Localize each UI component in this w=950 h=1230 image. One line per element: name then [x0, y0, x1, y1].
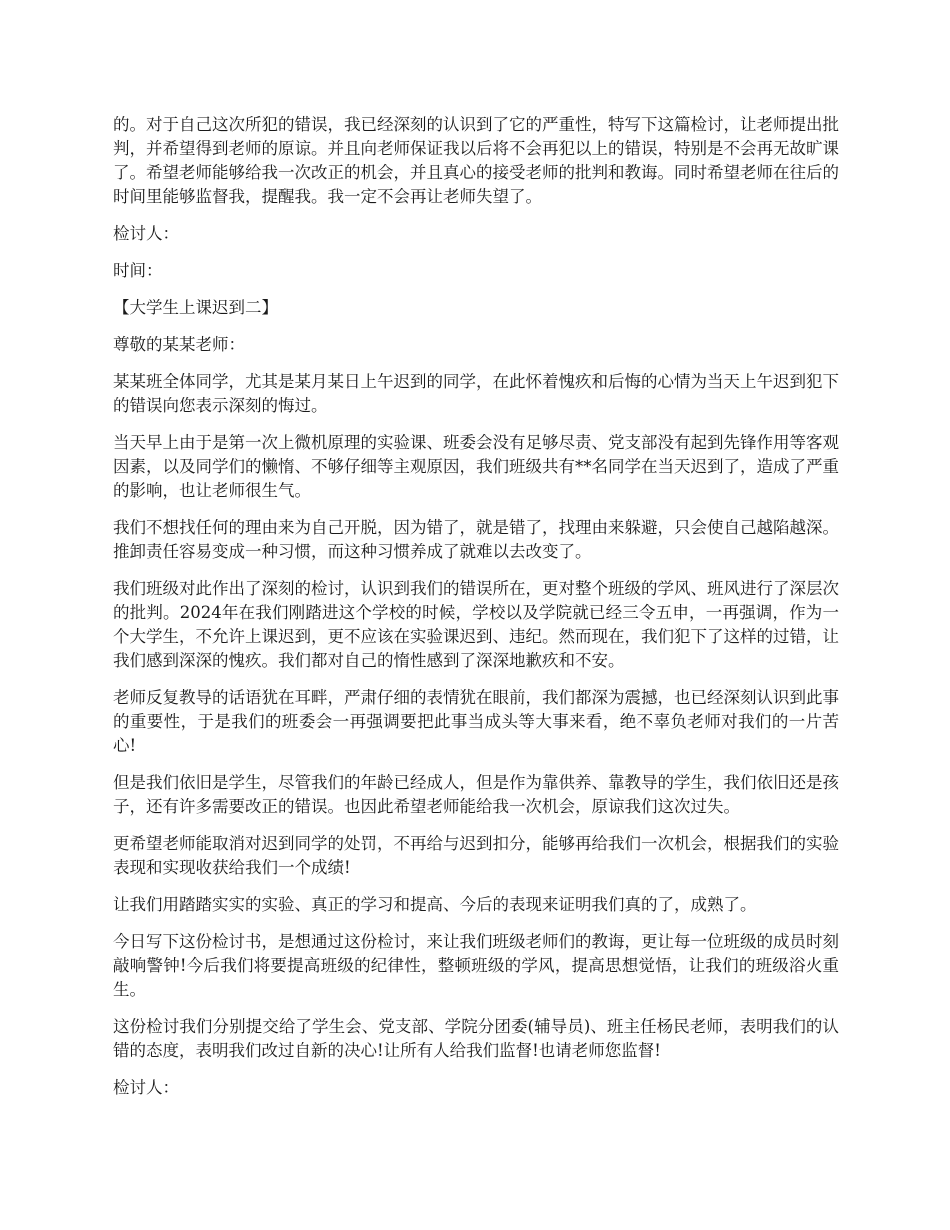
- paragraph-apology-conclusion: 的。对于自己这次所犯的错误，我已经深刻的认识到了它的严重性，特写下这篇检讨，让老师提出批判，并希望得到老师的原谅。并且向老师保证我以后将不会再犯以上的错误，特别是不会再无故旷课了。希望老师能够给我一次改正的机会，并且真心的接受老师的批判和教诲。同时希望老师在往后的时间里能够监督我，提醒我。我一定不会再让老师失望了。: [113, 115, 839, 206]
- date-label: 时间：: [113, 261, 163, 280]
- document-page: [113, 113, 839, 1113]
- paragraph-submission: 这份检讨我们分别提交给了学生会、党支部、学院分团委(辅导员)、班主任杨民老师，表明我们的认错的态度，表明我们改过自新的决心!让所有人给我们监督!也请老师您监督!: [113, 1017, 839, 1060]
- paragraph-self-criticism: 我们班级对此作出了深刻的检讨，认识到我们的错误所在，更对整个班级的学风、班风进行了深层次的批判。2024年在我们刚踏进这个学校的时候，学校以及学院就已经三令五申，一再强调，作为一个大学生，不允许上课迟到，更不应该在实验课迟到、违纪。然而现在，我们犯下了这样的过错，让我们感到深深的愧疚。我们都对自己的惰性感到了深深地歉疚和不安。: [113, 579, 839, 670]
- signature-label: 检讨人：: [113, 224, 179, 243]
- paragraph-prove-ourselves: 让我们用踏踏实实的实验、真正的学习和提高、今后的表现来证明我们真的了，成熟了。: [113, 895, 757, 914]
- signature-label-end: 检讨人：: [113, 1078, 179, 1097]
- paragraph-teacher-guidance: 老师反复教导的话语犹在耳畔，严肃仔细的表情犹在眼前，我们都深为震撼，也已经深刻认识到此事的重要性，于是我们的班委会一再强调要把此事当成头等大事来看，绝不辜负老师对我们的一片苦心!: [113, 688, 839, 755]
- paragraph-purpose: 今日写下这份检讨书，是想通过这份检讨，来让我们班级老师们的教诲，更让每一位班级的成员时刻敲响警钟!今后我们将要提高班级的纪律性，整顿班级的学风，提高思想觉悟，让我们的班级浴火重生。: [113, 932, 839, 999]
- section-heading: 【大学生上课迟到二】: [113, 298, 278, 317]
- paragraph-causes: 当天早上由于是第一次上微机原理的实验课、班委会没有足够尽责、党支部没有起到先锋作用等客观因素，以及同学们的懒惰、不够仔细等主观原因，我们班级共有**名同学在当天迟到了，造成了严重的影响，也让老师很生气。: [113, 433, 839, 500]
- salutation: 尊敬的某某老师：: [113, 335, 245, 354]
- paragraph-request-cancel-penalty: 更希望老师能取消对迟到同学的处罚，不再给与迟到扣分，能够再给我们一次机会，根据我们的实验表现和实现收获给我们一个成绩!: [113, 834, 839, 877]
- paragraph-intro: 某某班全体同学，尤其是某月某日上午迟到的同学，在此怀着愧疚和后悔的心情为当天上午迟到犯下的错误向您表示深刻的悔过。: [113, 372, 839, 415]
- paragraph-request-forgiveness: 但是我们依旧是学生，尽管我们的年龄已经成人，但是作为靠供养、靠教导的学生，我们依旧还是孩子，还有许多需要改正的错误。也因此希望老师能给我一次机会，原谅我们这次过失。: [113, 773, 839, 816]
- paragraph-no-excuses: 我们不想找任何的理由来为自己开脱，因为错了，就是错了，找理由来躲避，只会使自己越陷越深。推卸责任容易变成一种习惯，而这种习惯养成了就难以去改变了。: [113, 518, 839, 561]
